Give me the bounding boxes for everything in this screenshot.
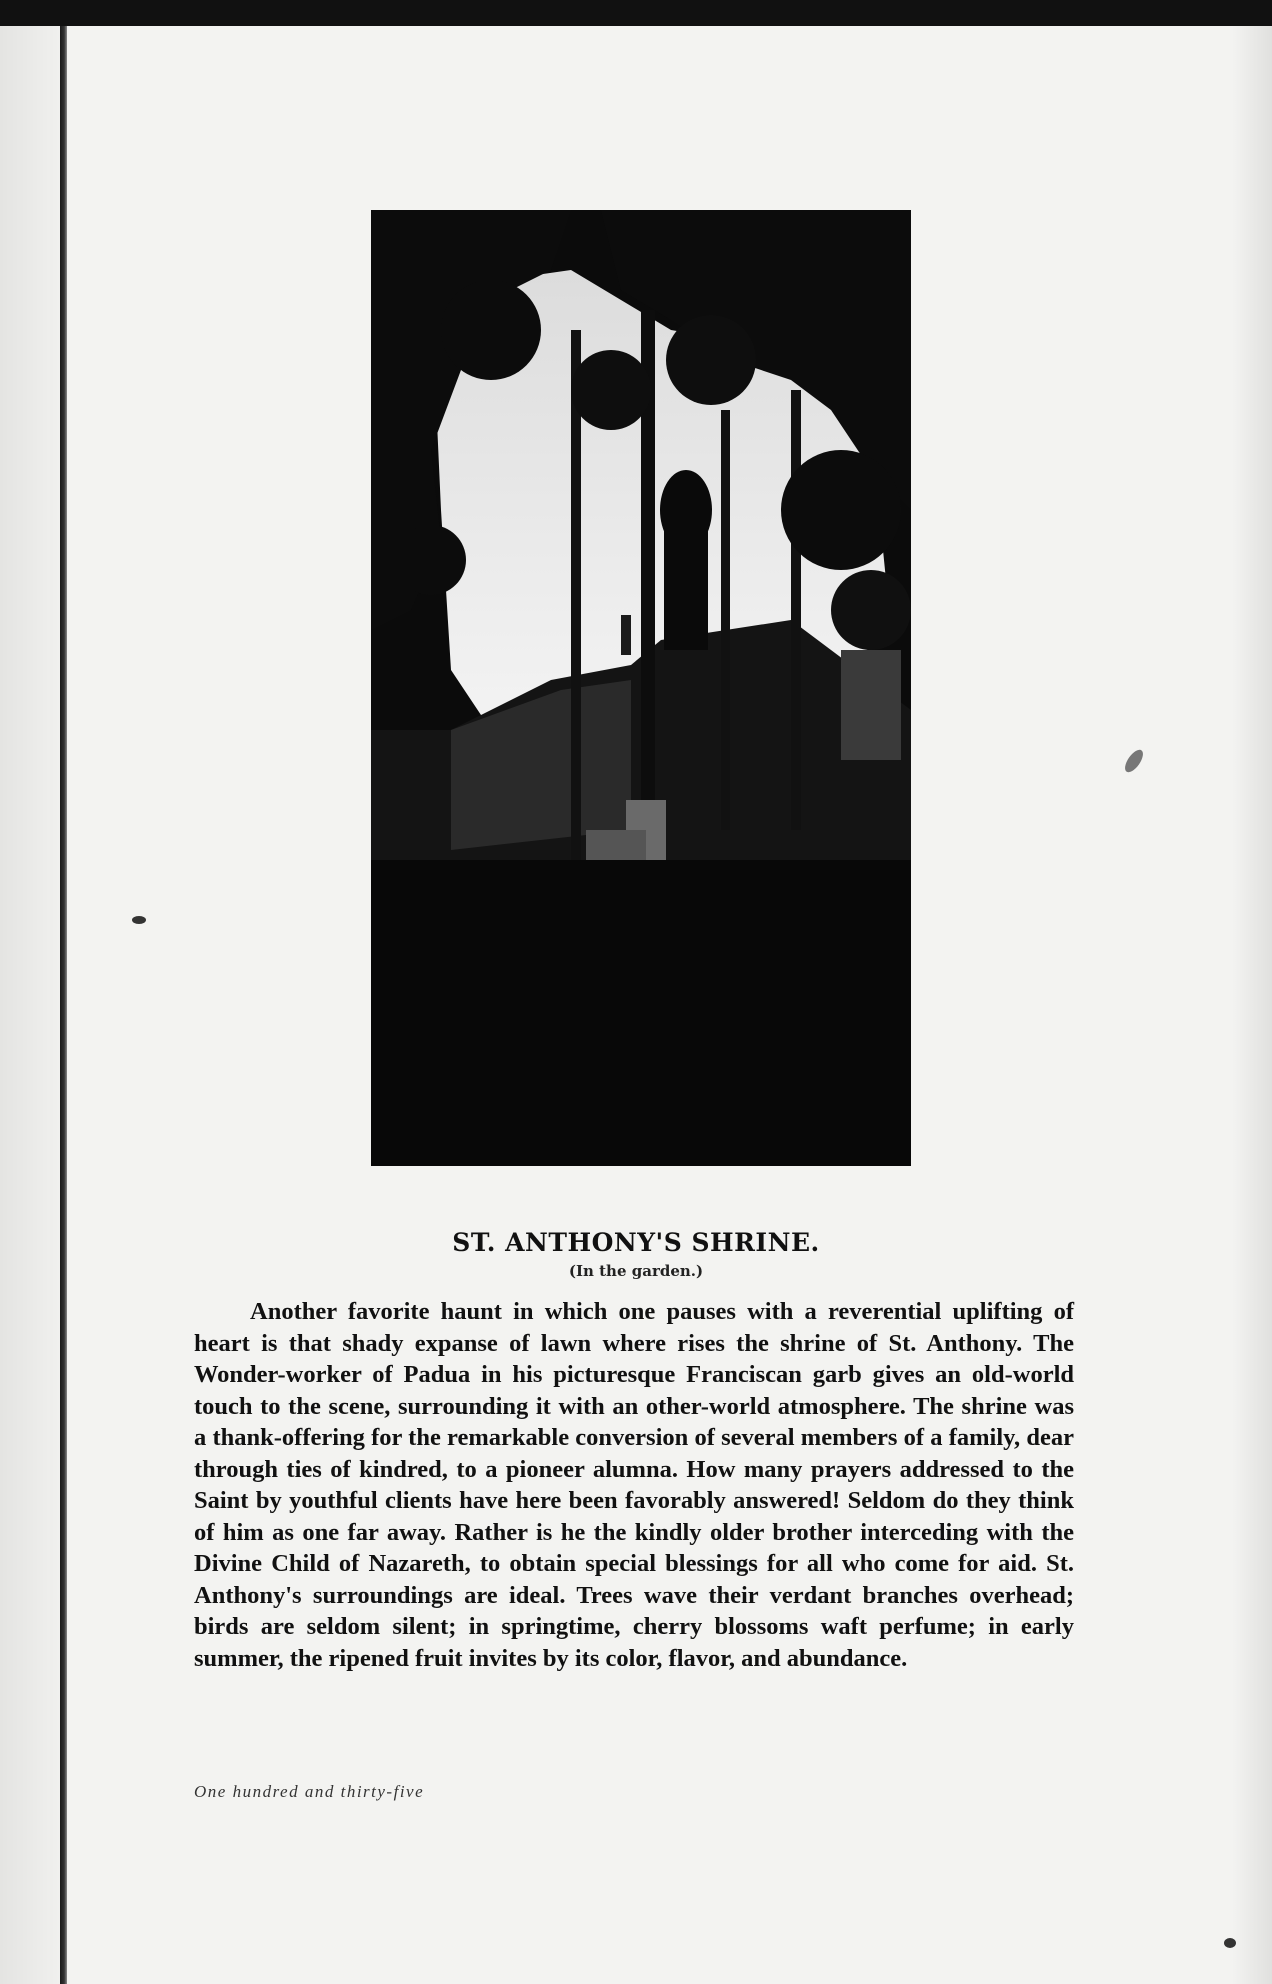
body-paragraph: Another favorite haunt in which one pauses with a reverential uplifting of heart is that shady expanse of lawn where rises the shrine of St. Anthony. The Wonder-worker of Padua in his picturesque Franciscan garb gives an old-world touch to the scene, surrounding it with an other-world atmosphere. The shrine was a thank-offering for the remarkable conversion of several members of a family, dear through ties of kindred, to a pioneer alumna. How many prayers addressed to the Saint by youthful clients have here been favorably answered! Seldom do they think of him as one far away. Rather is he the kindly older brother interceding with the Divine Child of Nazareth, to obtain special blessings for all who come for aid. St. Anthony's surroundings are ideal. Trees wave their verdant branches overhead; birds are seldom silent; in springtime, cherry blossoms waft perfume; in early summer, the ripened fruit invites by its color, flavor, and abundance. xyxy=(194,1298,1074,1672)
page-number-text: One hundred and thirty-five xyxy=(194,1782,425,1801)
ink-speck xyxy=(132,916,146,924)
binding-edge xyxy=(60,26,67,1984)
page-shadow xyxy=(1232,26,1272,1984)
ink-speck xyxy=(1122,747,1147,775)
ink-speck xyxy=(1224,1938,1236,1948)
page-sheet xyxy=(0,26,1272,1984)
photo-caption-title: ST. ANTHONY'S SHRINE. xyxy=(452,1228,820,1257)
shrine-photo xyxy=(371,210,911,1166)
facing-page-edge xyxy=(0,26,60,1984)
shrine-photo-image xyxy=(371,210,911,1166)
photo-caption-subtitle: (In the garden.) xyxy=(568,1262,704,1280)
